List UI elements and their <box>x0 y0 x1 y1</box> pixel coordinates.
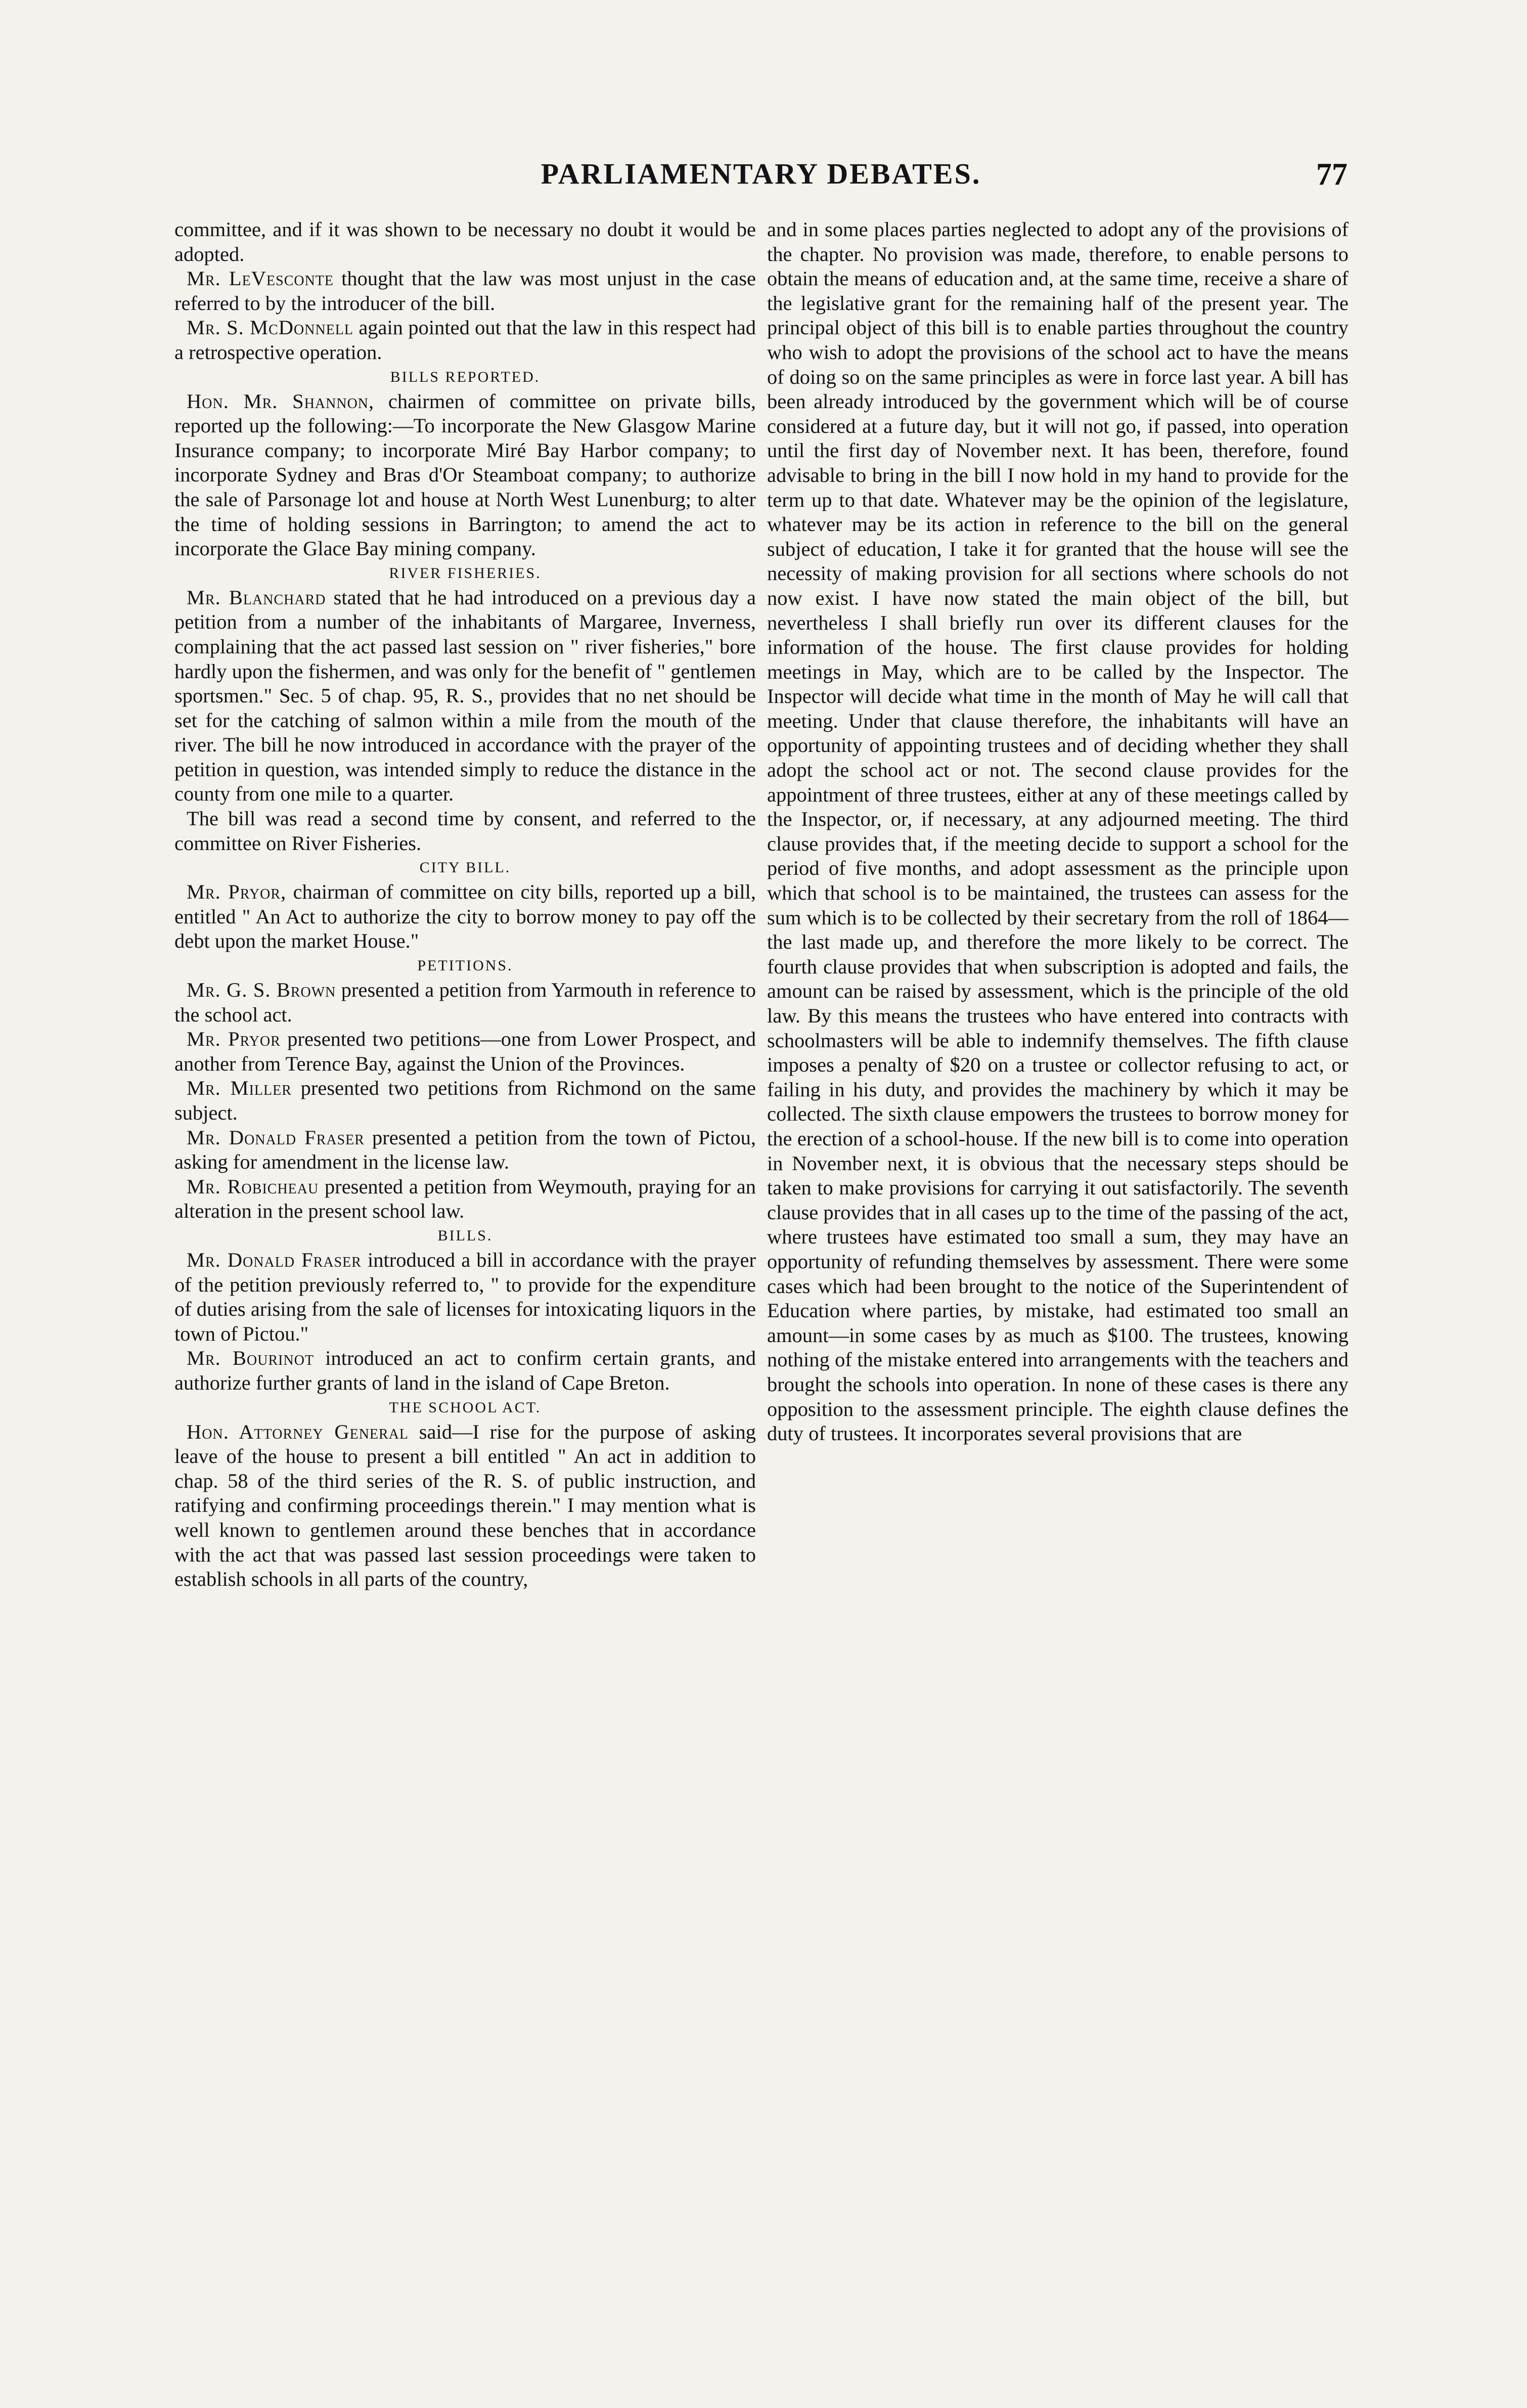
section-heading: THE SCHOOL ACT. <box>389 1399 542 1416</box>
paragraph-text: introduced an act to confirm certain grants, and authorize further grants of land in the island of Cape Breton. <box>174 1347 756 1394</box>
paragraph <box>174 1248 756 1346</box>
left-column <box>174 217 756 2255</box>
section-heading: CITY BILL. <box>419 859 511 876</box>
speaker-name: Hon. Mr. Shannon, <box>187 389 375 413</box>
paragraph <box>174 217 756 266</box>
paragraph-text: and in some places parties neglected to adopt any of the provisions of the chapter. No provision was made, therefore, to enable persons to obtain the means of education and, at the same time, receive a share of the legislative grant for the remaining half of the present year. The principal object of this bill is to enable parties throughout the country who wish to adopt the provisions of the school act to have the means of doing so on the same principles as were in force last year. A bill has been already introduced by the government which will be of course considered at a future day, but it will not go, if passed, into operation until the first day of November next. It has been, therefore, found advisable to bring in the bill I now hold in my hand to provide for the term up to that date. Whatever may be the opinion of the legislature, whatever may be its action in reference to the bill on the general subject of education, I take it for granted that the house will see the necessity of making provision for all sections where schools do not now exist. I have now stated the main object of the bill, but nevertheless I shall briefly run over its different clauses for the information of the house. The first clause provides for holding meetings in May, which are to be called by the Inspector. The Inspector will decide what time in the month of May he will call that meeting. Under that clause therefore, the inhabitants will have an opportunity of appointing trustees and of deciding whether they shall adopt the school act or not. The second clause provides for the appointment of three trustees, either at any of these meetings called by the Inspector, or, if necessary, at any adjourned meeting. The third clause provides that, if the meeting decide to support a school for the period of five months, and adopt assessment as the principle upon which that school is to be maintained, the trustees can assess for the sum which is to be collected by their secretary from the roll of 1864—the last made up, and therefore the more likely to be correct. The fourth clause provides that when subscription is adopted and fails, the amount can be raised by assessment, which is the principle of the old law. By this means the trustees who have entered into contracts with schoolmasters will be able to indemnify themselves. The fifth clause imposes a penalty of $20 on a trustee or collector refusing to act, or failing in his duty, and provides the machinery by which it may be collected. The sixth clause empowers the trustees to borrow money for the erection of a school-house. If the new bill is to come into operation in November next, it is obvious that the necessary steps should be taken to make provisions for carrying it out satisfactorily. The seventh clause provides that in all cases up to the time of the passing of the act, where trustees have estimated too small a sum, they may have an opportunity of refunding themselves by assessment. There were some cases which had been brought to the notice of the Superintendent of Education where parties, by mistake, had estimated too small an amount—in some cases by as much as $100. The trustees, knowing nothing of the mistake entered into arrangements with the teachers and brought the schools into operation. In none of these cases is there any opposition to the assessment principle. The eighth clause defines the duty of trustees. It incorporates several provisions that are <box>767 218 1349 1445</box>
speaker-name: Hon. Attorney General <box>187 1420 409 1443</box>
paragraph-text: chairmen of committee on private bills, reported up the following:—To incorporate the New Glasgow Marine Insurance company; to incorporate Miré Bay Harbor company; to incorporate Sydney and Bras d'Or Steamboat company; to authorize the sale of Parsonage lot and house at North West Lunenburg; to alter the time of holding sessions in Barrington; to amend the act to incorporate the Glace Bay mining company. <box>174 389 756 560</box>
paragraph-text: presented a petition from the town of Pictou, asking for amendment in the license law. <box>174 1126 756 1174</box>
paragraph <box>174 266 756 316</box>
paragraph <box>174 586 756 807</box>
paragraph-text: committee, and if it was shown to be necessary no doubt it would be adopted. <box>174 218 756 265</box>
paragraph <box>174 1420 756 1592</box>
speaker-name: Mr. Donald Fraser <box>187 1248 362 1271</box>
speaker-name: Mr. Robicheau <box>187 1175 319 1198</box>
paragraph-text: presented a petition from Yarmouth in reference to the school act. <box>174 978 756 1026</box>
paragraph <box>174 316 756 365</box>
paragraph <box>174 880 756 954</box>
speaker-name: Mr. Pryor, <box>187 880 287 904</box>
paragraph-text: The bill was read a second time by consent, and referred to the committee on River Fisheries. <box>174 807 756 855</box>
paragraph <box>174 1175 756 1224</box>
speaker-name: Mr. Donald Fraser <box>187 1126 365 1149</box>
section-heading: BILLS REPORTED. <box>390 368 541 385</box>
section-heading: PETITIONS. <box>417 957 513 974</box>
paragraph-text: stated that he had introduced on a previous day a petition from a number of the inhabitants of Margaree, Inverness, complaining that the act passed last session on " river fisheries," bore hardly upon the fishermen, and was only for the benefit of " gentlemen sportsmen." Sec. 5 of chap. 95, R. S., provides that no net should be set for the catching of salmon within a mile from the mouth of the river. The bill he now introduced in accordance with the prayer of the petition in question, was intended simply to reduce the distance in the county from one mile to a quarter. <box>174 586 756 806</box>
paragraph <box>174 978 756 1027</box>
paragraph-text: presented two petitions from Richmond on the same subject. <box>174 1077 756 1124</box>
speaker-name: Mr. LeVesconte <box>187 267 334 290</box>
page-title: PARLIAMENTARY DEBATES. <box>541 157 981 190</box>
paragraph-text: thought that the law was most unjust in the case referred to by the introducer of the bill. <box>174 267 756 315</box>
paragraph-text: chairman of committee on city bills, reported up a bill, entitled " An Act to authorize the city to borrow money to pay off the debt upon the market House." <box>174 880 756 953</box>
section-heading: RIVER FISHERIES. <box>389 564 542 582</box>
speaker-name: Mr. Bourinot <box>187 1347 315 1370</box>
paragraph <box>767 217 1349 1446</box>
page-number: 77 <box>1316 157 1348 192</box>
paragraph <box>174 1027 756 1076</box>
running-header <box>174 157 1348 202</box>
speaker-name: Mr. G. S. Brown <box>187 978 336 1002</box>
paragraph-text: presented a petition from Weymouth, praying for an alteration in the present school law. <box>174 1175 756 1223</box>
paragraph-text: again pointed out that the law in this respect had a retrospective operation. <box>174 316 756 364</box>
paragraph <box>174 807 756 856</box>
speaker-name: Mr. Pryor <box>187 1028 281 1051</box>
paragraph-text: introduced a bill in accordance with the prayer of the petition previously referred to, " to provide for the expenditure of duties arising from the sale of licenses for intoxicating liquors in the town of Pictou." <box>174 1248 756 1345</box>
paragraph-text: presented two petitions—one from Lower Prospect, and another from Terence Bay, against the Union of the Provinces. <box>174 1028 756 1075</box>
section-heading: BILLS. <box>437 1227 493 1244</box>
speaker-name: Mr. S. McDonnell <box>187 316 354 339</box>
right-column <box>767 217 1349 2255</box>
paragraph <box>174 389 756 561</box>
speaker-name: Mr. Blanchard <box>187 586 326 609</box>
speaker-name: Mr. Miller <box>187 1077 292 1100</box>
paragraph-text: said—I rise for the purpose of asking leave of the house to present a bill entitled " An act in addition to chap. 58 of the third series of the R. S. of public instruction, and ratifying and confirming proceedings therein." I may mention what is well known to gentlemen around these benches that in accordance with the act that was passed last session proceedings were taken to establish schools in all parts of the country, <box>174 1420 756 1591</box>
paragraph <box>174 1126 756 1175</box>
paragraph <box>174 1076 756 1125</box>
paragraph <box>174 1346 756 1395</box>
